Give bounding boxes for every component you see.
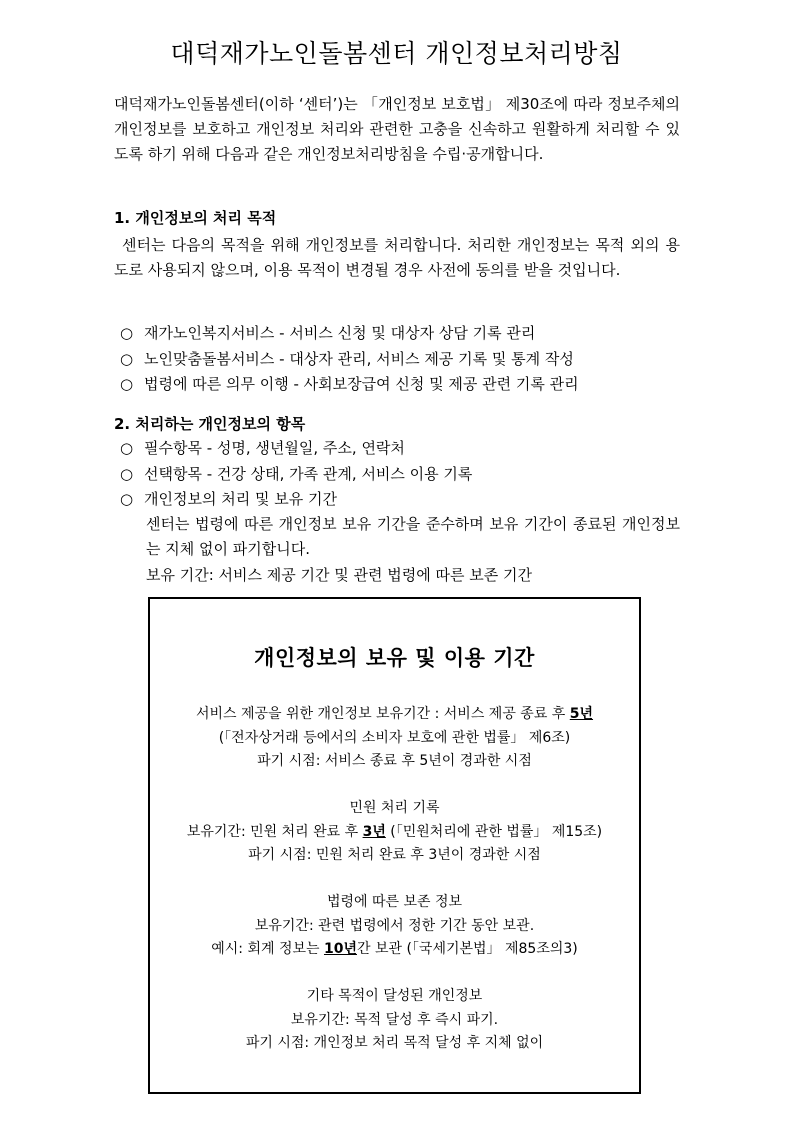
list-item: ○ 선택항목 - 건강 상태, 가족 관계, 서비스 이용 기록 [120,462,472,488]
intro-paragraph: 대덕재가노인돌봄센터(이하 ‘센터’)는 「개인정보 보호법」 제30조에 따라 정보주체의 개인정보를 보호하고 개인정보 처리와 관련한 고충을 신속하고 원활하게 처리할 수 있도록 하기 위해 다음과 같은 개인정보처리방침을 수립·공개합니다. [114,95,680,163]
legal-heading: 법령에 따른 보존 정보 [326,894,463,910]
page-title: 대덕재가노인돌봄센터 개인정보처리방침 [170,39,623,68]
service-retention-line: 서비스 제공을 위한 개인정보 보유기간 : 서비스 제공 종료 후 5년 [195,706,594,722]
list-item: ○ 법령에 따른 의무 이행 - 사회보장급여 신청 및 제공 관련 기록 관리 [120,372,579,398]
retention-box-body [150,703,639,1056]
retention-box-title: 개인정보의 보유 및 이용 기간 [254,646,535,670]
other-retention-line: 보유기간: 목적 달성 후 즉시 파기. [290,1011,499,1028]
other-heading: 기타 목적이 달성된 개인정보 [306,988,483,1004]
circle-bullet-icon: ○ [120,349,134,368]
list-item: ○ 노인맞춤돌봄서비스 - 대상자 관리, 서비스 제공 기록 및 통계 작성 [120,347,579,373]
circle-bullet-icon: ○ [120,375,134,393]
section2-list [120,436,472,513]
list-item: ○ 필수항목 - 성명, 생년월일, 주소, 연락처 [120,436,472,462]
complaint-heading: 민원 처리 기록 [349,800,440,816]
retention-period: 보유 기간: 서비스 제공 기간 및 관련 법령에 따른 보존 기간 [146,566,533,584]
retention-text: 센터는 법령에 따른 개인정보 보유 기간을 준수하며 보유 기간이 종료된 개인정보는 지체 없이 파기합니다. [146,515,680,558]
circle-bullet-icon: ○ [120,324,134,342]
section2-heading: 2. 처리하는 개인정보의 항목 [114,415,306,433]
legal-retention-line: 보유기간: 관련 법령에서 정한 기간 동안 보관. [254,917,535,934]
other-destroy-line: 파기 시점: 개인정보 처리 목적 달성 후 지체 없이 [245,1035,544,1051]
section1-list [120,321,579,398]
list-item: ○ 재가노인복지서비스 - 서비스 신청 및 대상자 상담 기록 관리 [120,321,579,347]
list-item: ○ 개인정보의 처리 및 보유 기간 [120,487,472,513]
retention-box [148,597,641,1094]
legal-example-line: 예시: 회계 정보는 10년간 보관 (「국세기본법」 제85조의3) [211,941,578,957]
circle-bullet-icon: ○ [120,439,134,457]
section1-heading: 1. 개인정보의 처리 목적 [114,209,277,227]
service-destroy-line: 파기 시점: 서비스 종료 후 5년이 경과한 시점 [257,753,532,769]
circle-bullet-icon: ○ [120,464,134,483]
service-law-line: (「전자상거래 등에서의 소비자 보호에 관한 법률」 제6조) [218,729,571,746]
complaint-retention-line: 보유기간: 민원 처리 완료 후 3년 (「민원처리에 관한 법률」 제15조) [186,823,603,840]
complaint-destroy-line: 파기 시점: 민원 처리 완료 후 3년이 경과한 시점 [248,847,541,863]
circle-bullet-icon: ○ [120,490,134,508]
section1-text: 센터는 다음의 목적을 위해 개인정보를 처리합니다. 처리한 개인정보는 목적 외의 용도로 사용되지 않으며, 이용 목적이 변경될 경우 사전에 동의를 받을 것입니다. [114,236,680,279]
